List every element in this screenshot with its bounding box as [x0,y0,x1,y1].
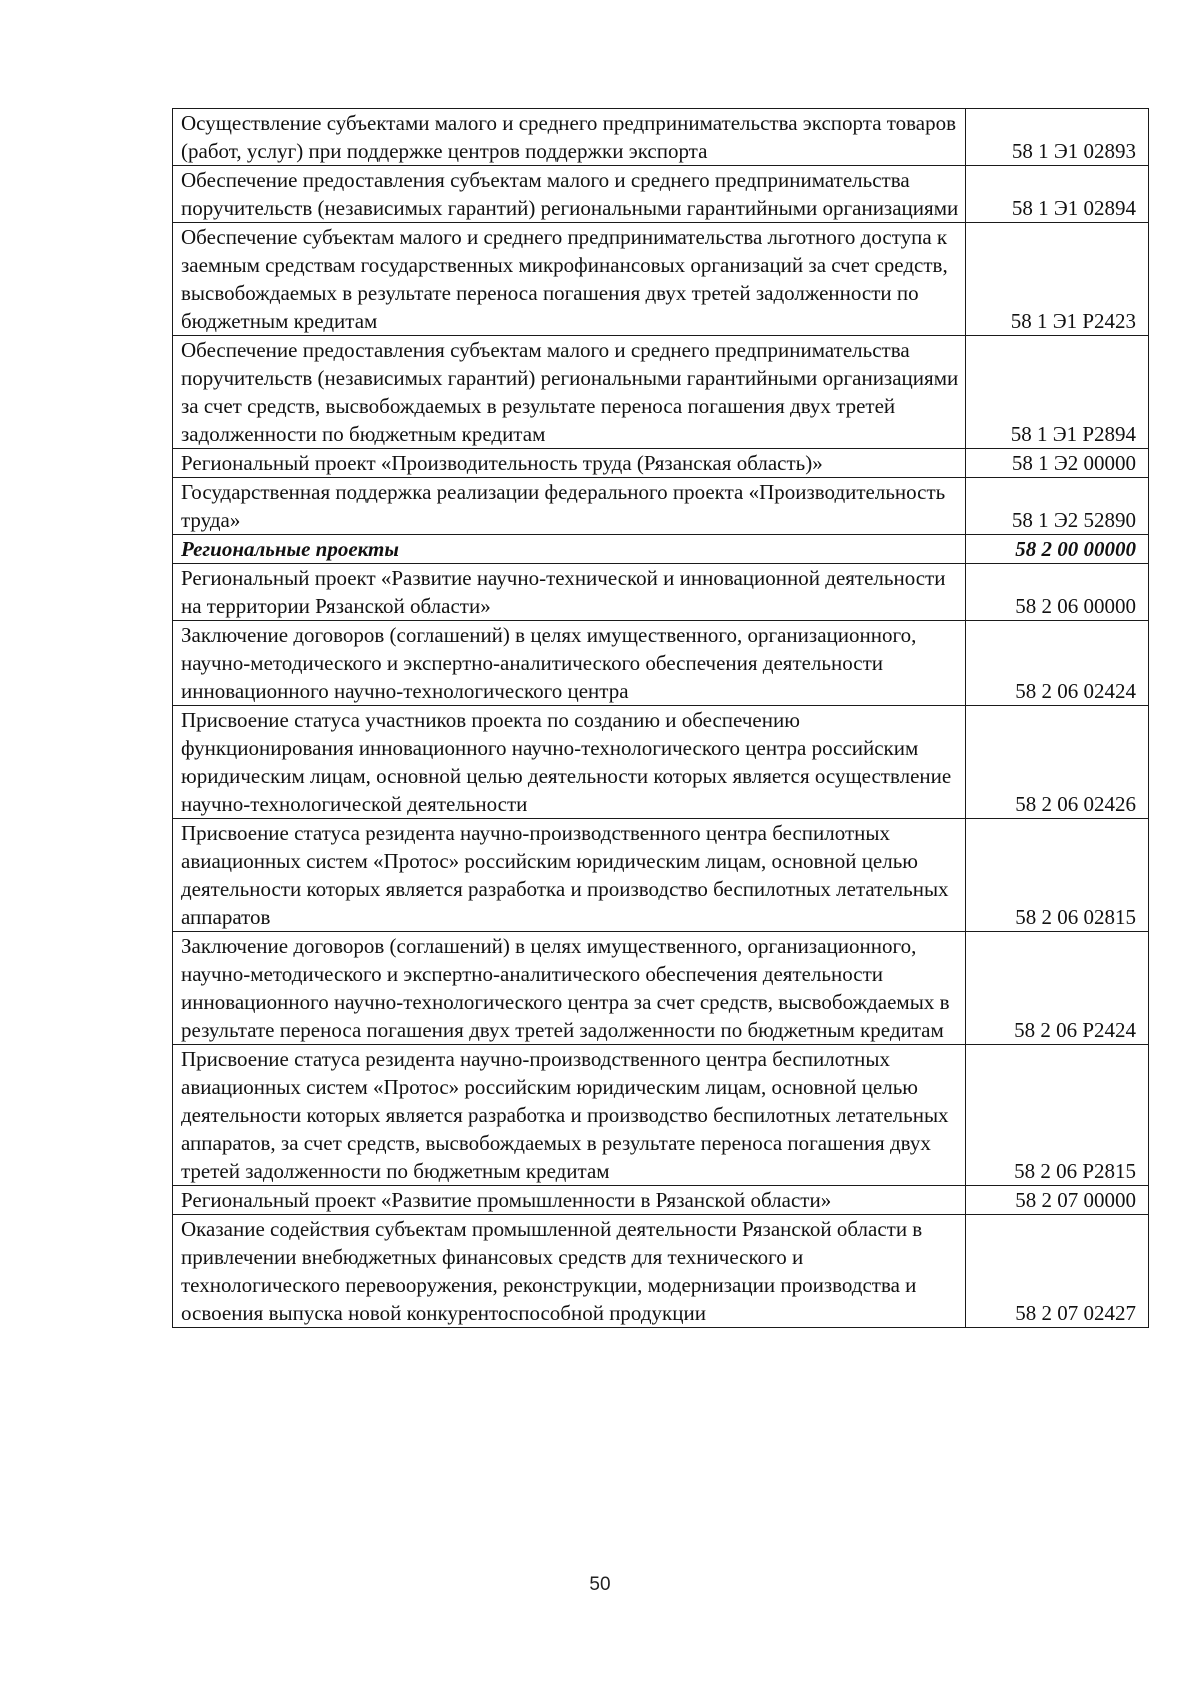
row-code: 58 1 Э1 02893 [966,109,1149,166]
table-row [173,706,1149,819]
table-row [173,109,1149,166]
table-row [173,223,1149,336]
row-code: 58 1 Э1 02894 [966,166,1149,223]
row-code: 58 2 06 Р2815 [966,1045,1149,1186]
page-number: 50 [589,1574,611,1595]
row-code: 58 2 06 02424 [966,621,1149,706]
row-code: 58 2 07 00000 [966,1186,1149,1215]
row-description: Оказание содействия субъектам промышленной деятельности Рязанской области в привлечении внебюджетных финансовых средств для технического и технологического перевооружения, реконструкции, модернизации производства и освоения выпуска новой конкурентоспособной продукции [173,1215,966,1328]
row-code: 58 2 07 02427 [966,1215,1149,1328]
table-row [173,449,1149,478]
row-description: Государственная поддержка реализации федерального проекта «Производительность труда» [173,478,966,535]
section-title: Региональные проекты [173,535,966,564]
row-description: Присвоение статуса резидента научно-производственного центра беспилотных авиационных систем «Протос» российским юридическим лицам, основной целью деятельности которых является разработка и производство беспилотных летательных аппаратов, за счет средств, высвобождаемых в результате переноса погашения двух третей задолженности по бюджетным кредитам [173,1045,966,1186]
row-description: Региональный проект «Развитие научно-технической и инновационной деятельности на территории Рязанской области» [173,564,966,621]
table-row [173,336,1149,449]
section-code: 58 2 00 00000 [966,535,1149,564]
table-row [173,564,1149,621]
table-row [173,621,1149,706]
table-row [173,166,1149,223]
row-description: Региональный проект «Производительность труда (Рязанская область)» [173,449,966,478]
row-code: 58 1 Э2 52890 [966,478,1149,535]
table-row [173,1215,1149,1328]
row-description: Заключение договоров (соглашений) в целях имущественного, организационного, научно-методического и экспертно-аналитического обеспечения деятельности инновационного научно-технологического центра [173,621,966,706]
table-row [173,1045,1149,1186]
row-description: Присвоение статуса резидента научно-производственного центра беспилотных авиационных систем «Протос» российским юридическим лицам, основной целью деятельности которых является разработка и производство беспилотных летательных аппаратов [173,819,966,932]
table-row [173,1186,1149,1215]
row-description: Присвоение статуса участников проекта по созданию и обеспечению функционирования инновационного научно-технологического центра российским юридическим лицам, основной целью деятельности которых является осуществление научно-технологической деятельности [173,706,966,819]
row-code: 58 2 06 02815 [966,819,1149,932]
row-code: 58 1 Э1 Р2423 [966,223,1149,336]
table-row [173,478,1149,535]
row-description: Обеспечение субъектам малого и среднего предпринимательства льготного доступа к заемным средствам государственных микрофинансовых организаций за счет средств, высвобождаемых в результате переноса погашения двух третей задолженности по бюджетным кредитам [173,223,966,336]
table-body [173,109,1149,1328]
row-description: Обеспечение предоставления субъектам малого и среднего предпринимательства поручительств (независимых гарантий) региональными гарантийными организациями [173,166,966,223]
table-row [173,819,1149,932]
row-description: Осуществление субъектами малого и среднего предпринимательства экспорта товаров (работ, услуг) при поддержке центров поддержки экспорта [173,109,966,166]
row-code: 58 1 Э2 00000 [966,449,1149,478]
row-code: 58 1 Э1 Р2894 [966,336,1149,449]
table-row [173,932,1149,1045]
row-description: Заключение договоров (соглашений) в целях имущественного, организационного, научно-методического и экспертно-аналитического обеспечения деятельности инновационного научно-технологического центра за счет средств, высвобождаемых в результате переноса погашения двух третей задолженности по бюджетным кредитам [173,932,966,1045]
row-description: Обеспечение предоставления субъектам малого и среднего предпринимательства поручительств (независимых гарантий) региональными гарантийными организациями за счет средств, высвобождаемых в результате переноса погашения двух третей задолженности по бюджетным кредитам [173,336,966,449]
budget-classification-table [172,108,1149,1328]
row-code: 58 2 06 00000 [966,564,1149,621]
row-code: 58 2 06 02426 [966,706,1149,819]
row-code: 58 2 06 Р2424 [966,932,1149,1045]
section-heading-row [173,535,1149,564]
row-description: Региональный проект «Развитие промышленности в Рязанской области» [173,1186,966,1215]
